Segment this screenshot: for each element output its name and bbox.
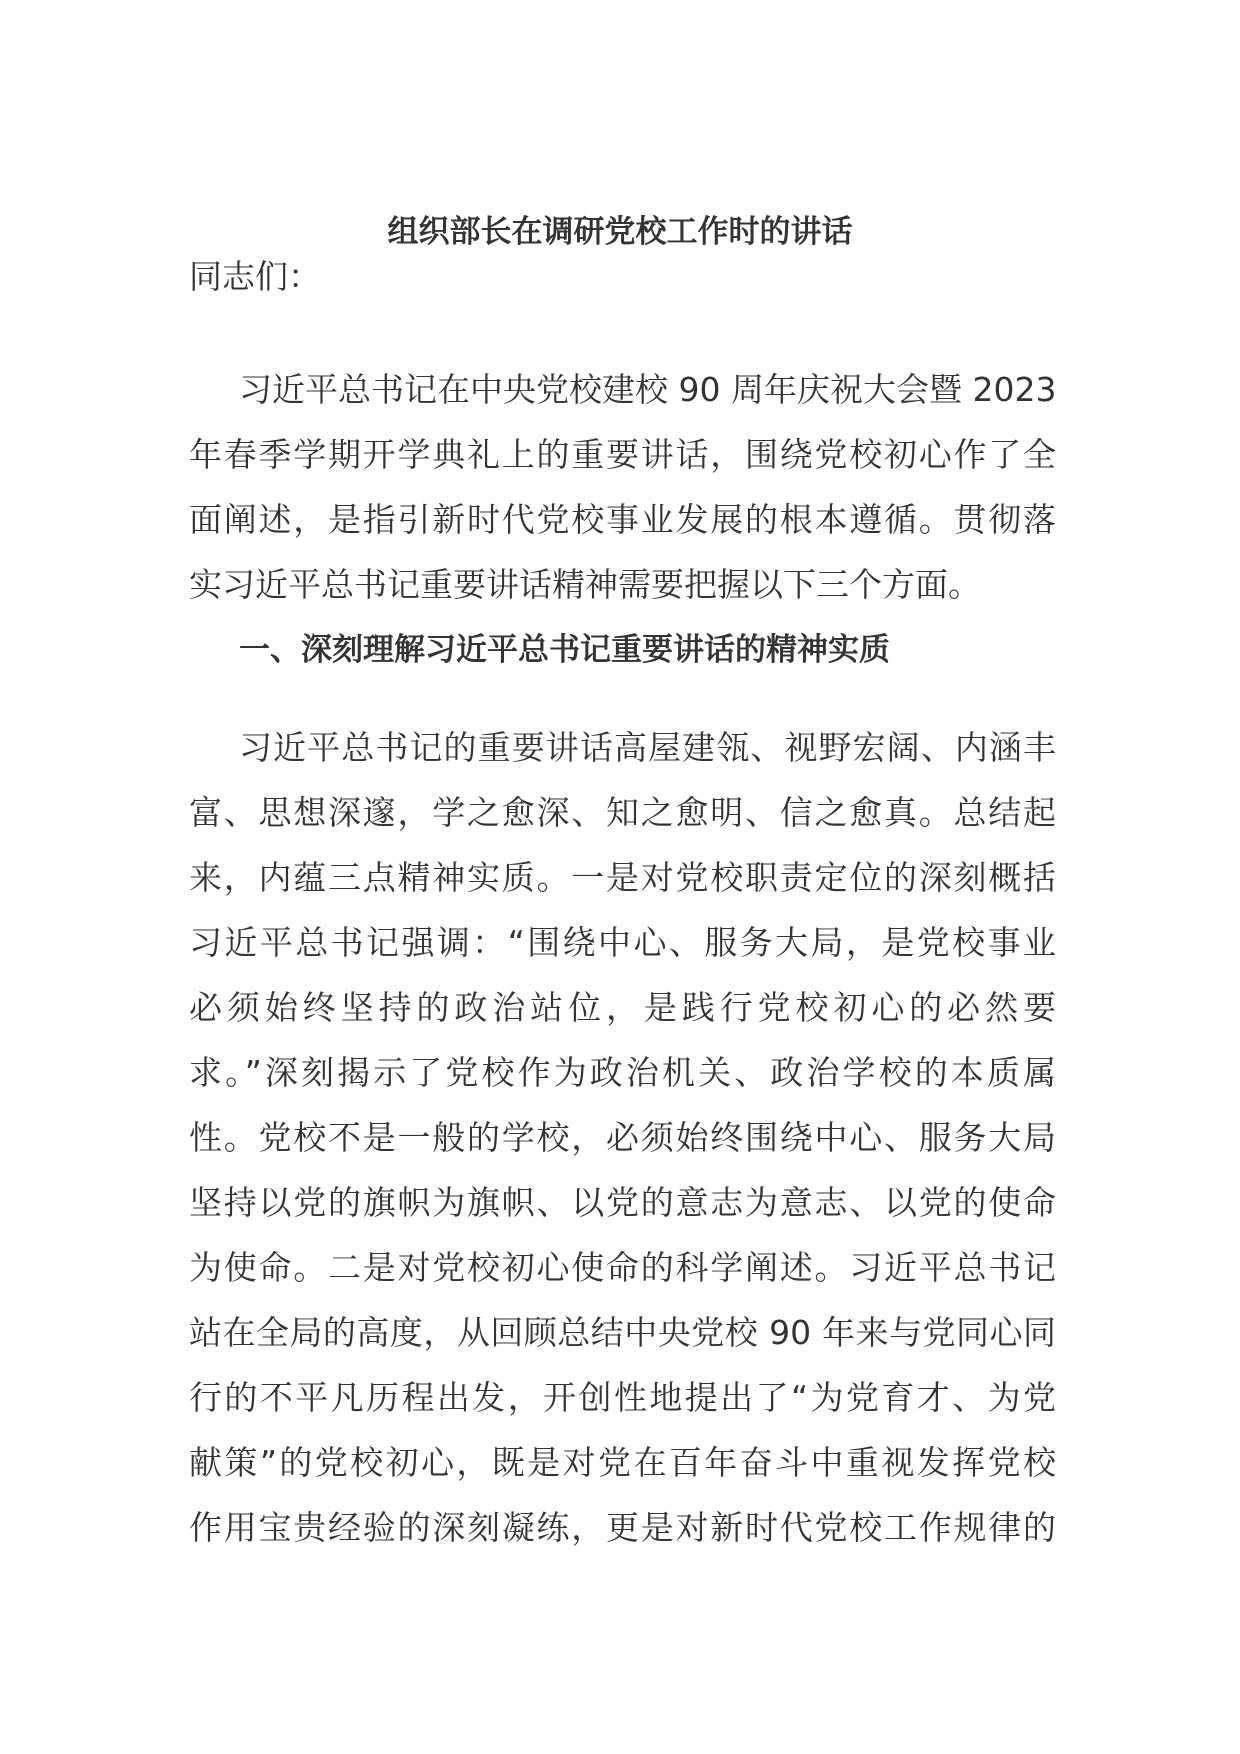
paragraph-line: 性。党校不是一般的学校，必须始终围绕中心、服务大局: [189, 1118, 1056, 1157]
document-title: 组织部长在调研党校工作时的讲话: [387, 214, 853, 250]
paragraph-line: 坚持以党的旗帜为旗帜、以党的意志为意志、以党的使命: [189, 1183, 1056, 1222]
paragraph-line: 求。”深刻揭示了党校作为政治机关、政治学校的本质属: [189, 1053, 1056, 1092]
paragraph-line: 习近平总书记的重要讲话高屋建瓴、视野宏阔、内涵丰: [239, 728, 1056, 767]
paragraph-line: 年春季学期开学典礼上的重要讲话，围绕党校初心作了全: [189, 435, 1056, 474]
paragraph-line: 献策”的党校初心，既是对党在百年奋斗中重视发挥党校: [189, 1443, 1056, 1482]
salutation: 同志们：: [189, 257, 321, 296]
paragraph-line: 习近平总书记在中央党校建校 90 周年庆祝大会暨 2023: [239, 370, 1057, 409]
paragraph-line: 作用宝贵经验的深刻凝练，更是对新时代党校工作规律的: [189, 1508, 1056, 1547]
paragraph-line: 必须始终坚持的政治站位，是践行党校初心的必然要: [189, 988, 1056, 1027]
paragraph-line: 为使命。二是对党校初心使命的科学阐述。习近平总书记: [189, 1248, 1056, 1287]
paragraph-line: 来，内蕴三点精神实质。一是对党校职责定位的深刻概括: [189, 858, 1056, 897]
paragraph-line: 实习近平总书记重要讲话精神需要把握以下三个方面。: [189, 565, 981, 604]
paragraph-line: 站在全局的高度，从回顾总结中央党校 90 年来与党同心同: [189, 1313, 1056, 1352]
paragraph-line: 面阐述，是指引新时代党校事业发展的根本遵循。贯彻落: [189, 500, 1056, 539]
paragraph-line: 富、思想深邃，学之愈深、知之愈明、信之愈真。总结起: [189, 793, 1056, 832]
paragraph-line: 行的不平凡历程出发，开创性地提出了“为党育才、为党: [189, 1378, 1056, 1417]
paragraph-line: 习近平总书记强调：“围绕中心、服务大局，是党校事业: [189, 923, 1056, 962]
section-heading: 一、深刻理解习近平总书记重要讲话的精神实质: [239, 632, 890, 668]
